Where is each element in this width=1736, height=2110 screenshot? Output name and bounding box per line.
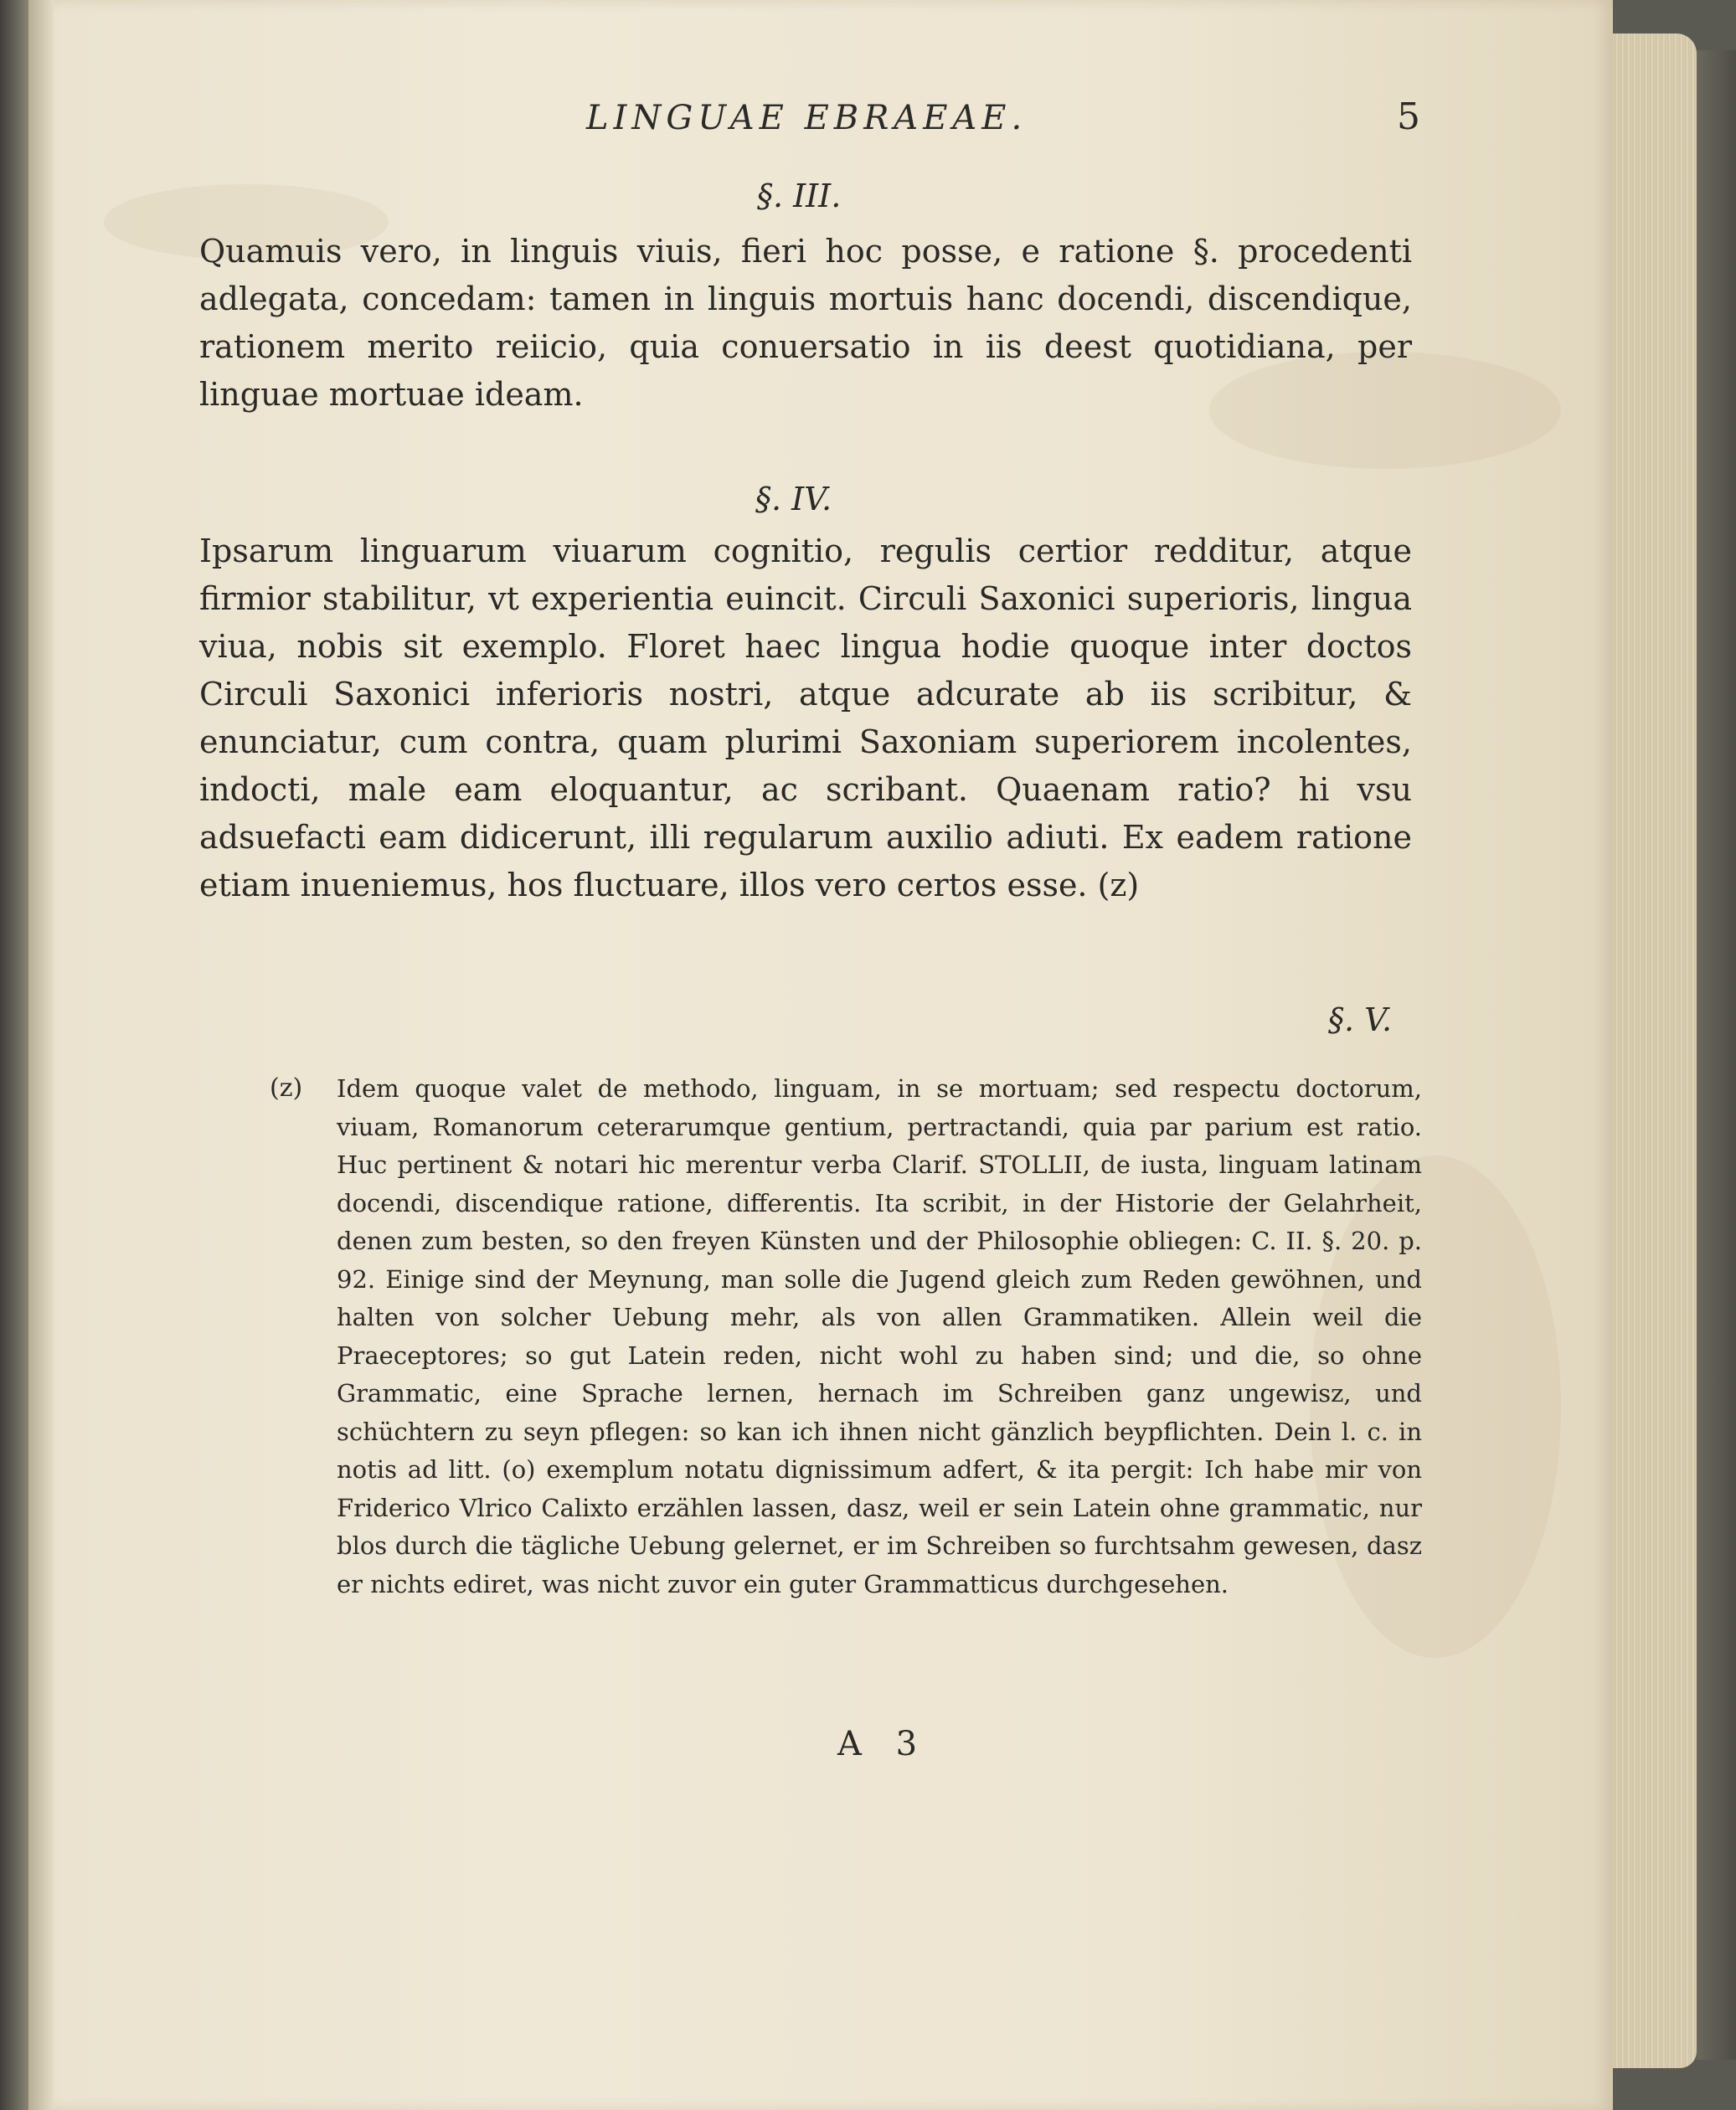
section-heading-iv: §. IV.	[755, 481, 832, 517]
signature-mark: A 3	[837, 1725, 930, 1763]
section-heading-v: §. V.	[1328, 1001, 1393, 1038]
footnote-mark: (z)	[270, 1073, 303, 1103]
section-paragraph-iv: Ipsarum linguarum viuarum cognitio, regulis certior redditur, atque firmior stabilitur, vt experientia euincit. Circuli Saxonici superioris, lingua viua, nobis sit exemplo. Floret haec lingua hodie quoque inter doctos Circuli Saxonici inferioris nostri, atque adcurate ab iis scribitur, & enunciatur, cum contra, quam plurimi Saxoniam superiorem incolentes, indocti, male eam eloquantur, ac scribant. Quaenam ratio? hi vsu adsuefacti eam didicerunt, illi regularum auxilio adiuti. Ex eadem ratione etiam inueniemus, hos fluctuare, illos vero certos esse. (z)	[199, 533, 1412, 903]
section-heading-iii: §. III.	[757, 178, 842, 214]
page-edges	[1613, 33, 1697, 2068]
running-head: LINGUAE EBRAEAE.	[586, 99, 1028, 137]
background-shadow	[1697, 50, 1736, 2060]
footnote-text: Idem quoque valet de methodo, linguam, in se mortuam; sed respectu doctorum, viuam, Romanorum ceterarumque gentium, pertractandi, quia par parium est ratio. Huc pertinent & notari hic merentur verba Clarif. STOLLII, de iusta, linguam latinam docendi, discendique ratione, differentis. Ita scribit, in der Historie der Gelahrheit, denen zum besten, so den freyen Künsten und der Philosophie obliegen: C. II. §. 20. p. 92. Einige sind der Meynung, man solle die Jugend gleich zum Reden gewöhnen, und halten von solcher Uebung mehr, als von allen Grammatiken. Allein weil die Praeceptores; so gut Latein reden, nicht wohl zu haben sind; und die, so ohne Grammatic, eine Sprache lernen, hernach im Schreiben ganz ungewisz, und schüchtern zu seyn pflegen: so kan ich ihnen nicht gänzlich beypflichten. Dein l. c. in notis ad litt. (o) exemplum notatu dignissimum adfert, & ita pergit: Ich habe mir von Friderico Vlrico Calixto erzählen lassen, dasz, weil er sein Latein ohne grammatic, nur blos durch die tägliche Uebung gelernet, er im Schreiben so furchtsahm gewesen, dasz er nichts ediret, was nicht zuvor ein guter Grammatticus durchgesehen.	[337, 1074, 1422, 1598]
page-number: 5	[1397, 95, 1420, 138]
section-paragraph-iii: Quamuis vero, in linguis viuis, fieri hoc posse, e ratione §. procedenti adlegata, concedam: tamen in linguis mortuis hanc docendi, discendique, rationem merito reiicio, quia conuersatio in iis deest quotidiana, per linguae mortuae ideam.	[199, 233, 1412, 413]
book-binding	[0, 0, 28, 2110]
page-gutter	[28, 0, 54, 2110]
